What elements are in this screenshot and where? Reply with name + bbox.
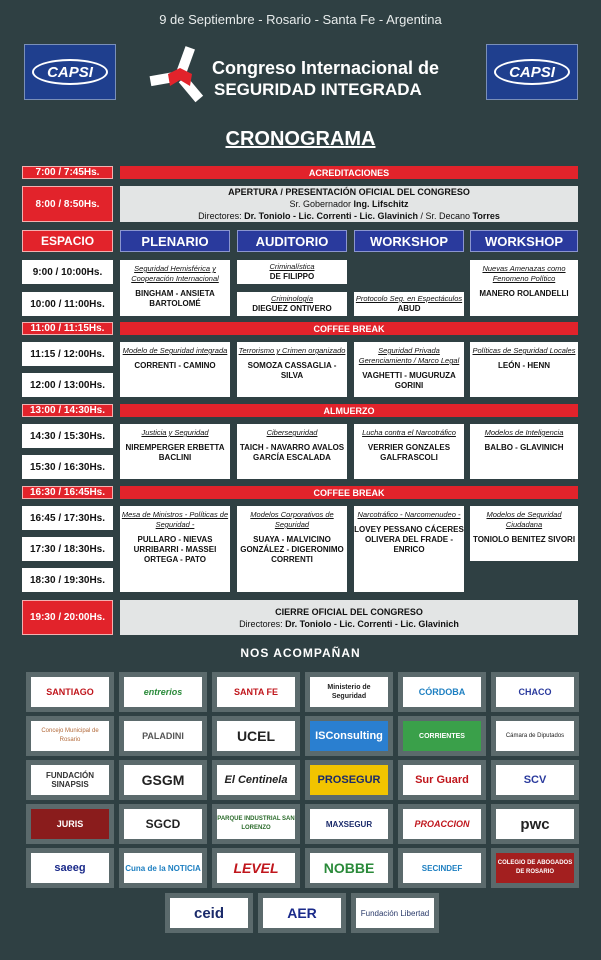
session-auditorio-3 <box>237 424 347 479</box>
session-topic: Terrorismo y Crimen organizado <box>238 346 346 355</box>
acreditaciones-bar: ACREDITACIONES <box>120 166 578 179</box>
session-speakers: LEÓN - HENN <box>498 361 550 370</box>
time-slot: 11:15 / 12:00Hs. <box>22 342 113 366</box>
session-speakers: NIREMPERGER ERBETTA BACLINI <box>125 443 225 462</box>
sponsor-name: ceid <box>170 898 248 928</box>
session-speakers: BINGHAM - ANSIETA BARTOLOMÉ <box>135 289 215 308</box>
sponsor-logo <box>26 848 114 888</box>
directors-prefix: Directores: <box>239 618 286 629</box>
sponsor-logo <box>212 848 300 888</box>
page-title: CRONOGRAMA <box>225 128 376 150</box>
header-auditorio: AUDITORIO <box>237 230 347 252</box>
session-speakers: BALBO - GLAVINICH <box>484 443 564 452</box>
session-workshop2-3 <box>470 424 578 479</box>
sponsor-name: Ministerio de Seguridad <box>310 677 388 707</box>
sponsor-logo <box>212 672 300 712</box>
session-speakers: LOVEY PESSANO CÁCERES OLIVERA DEL FRADE - ENRICO <box>354 525 464 554</box>
time-acreditaciones: 7:00 / 7:45Hs. <box>22 166 113 179</box>
sponsor-name: CHACO <box>496 677 574 707</box>
time-slot: 9:00 / 10:00Hs. <box>22 260 113 284</box>
time-apertura: 8:00 / 8:50Hs. <box>22 186 113 222</box>
cierre-title: CIERRE OFICIAL DEL CONGRESO <box>275 606 423 617</box>
event-date-location: 9 de Septiembre - Rosario - Santa Fe - Argentina <box>159 12 442 27</box>
time-cierre: 19:30 / 20:00Hs. <box>22 600 113 635</box>
session-topic: Criminalística <box>269 262 315 271</box>
session-topic: Mesa de Ministros - Políticas de Seguridad - <box>121 510 229 529</box>
coffee-break-bar: COFFEE BREAK <box>120 486 578 499</box>
session-auditorio-4 <box>237 506 347 592</box>
session-topic: Seguridad Privada Gerenciamiento / Marco Legal <box>358 346 460 365</box>
session-workshop2-2 <box>470 342 578 397</box>
session-topic: Ciberseguridad <box>266 428 318 437</box>
sponsor-logo <box>491 716 579 756</box>
apertura-title: APERTURA / PRESENTACIÓN OFICIAL DEL CONGRESO <box>228 187 470 197</box>
sponsor-logo <box>119 848 207 888</box>
sponsor-name: COLEGIO DE ABOGADOS DE ROSARIO <box>496 853 574 883</box>
sponsor-name: SGCD <box>124 809 202 839</box>
session-auditorio-1b <box>237 292 347 316</box>
session-plenario-3 <box>120 424 230 479</box>
cierre-directors <box>120 618 578 630</box>
sponsor-logo <box>305 760 393 800</box>
session-speakers: VAGHETTI - MUGURUZA GORINI <box>362 371 456 390</box>
session-speakers: SUAYA - MALVICINO GONZÁLEZ - DIGERONIMO CORRENTI <box>240 535 344 564</box>
almuerzo-bar: ALMUERZO <box>120 404 578 417</box>
session-topic: Nuevas Amenazas como Fenomeno Político <box>482 264 566 283</box>
sponsor-name: PROACCION <box>403 809 481 839</box>
header-espacio: ESPACIO <box>22 230 113 252</box>
sponsor-logo <box>398 672 486 712</box>
sponsor-name: GSGM <box>124 765 202 795</box>
sponsor-logo <box>305 716 393 756</box>
sponsor-logo <box>212 804 300 844</box>
sponsor-logo <box>398 804 486 844</box>
session-workshop1-2 <box>354 342 464 397</box>
capsi-logo-right <box>486 44 578 100</box>
sponsor-logo <box>119 804 207 844</box>
sponsor-logo <box>119 716 207 756</box>
sponsor-logo <box>165 893 253 933</box>
session-speakers: SOMOZA CASSAGLIA - SILVA <box>247 361 337 380</box>
sponsor-name: LEVEL <box>217 853 295 883</box>
sponsor-name: Cuna de la NOTICIA <box>124 853 202 883</box>
time-slot: 15:30 / 16:30Hs. <box>22 455 113 479</box>
sponsor-name: UCEL <box>217 721 295 751</box>
session-topic: Lucha contra el Narcotráfico <box>362 428 456 437</box>
session-workshop2-4 <box>470 506 578 561</box>
session-topic: Políticas de Seguridad Locales <box>472 346 576 355</box>
session-topic: Criminología <box>270 294 314 303</box>
header-workshop-2: WORKSHOP <box>470 230 578 252</box>
session-topic: Modelo de Seguridad integrada <box>122 346 228 355</box>
sponsor-logo <box>491 760 579 800</box>
capsi-logo-text: CAPSI <box>494 59 570 85</box>
time-coffee-break-1: 11:00 / 11:15Hs. <box>22 322 113 335</box>
session-speakers: ABUD <box>397 304 421 313</box>
sponsor-name: PROSEGUR <box>310 765 388 795</box>
sponsor-logo <box>398 716 486 756</box>
time-slot: 12:00 / 13:00Hs. <box>22 373 113 397</box>
sponsor-name: PARQUE INDUSTRIAL SAN LORENZO <box>217 809 295 839</box>
sponsor-logo <box>305 672 393 712</box>
sponsor-name: ISConsulting <box>310 721 388 751</box>
sponsor-name: El Centinela <box>217 765 295 795</box>
sponsor-name: CÓRDOBA <box>403 677 481 707</box>
sponsor-logo <box>491 672 579 712</box>
sponsor-logo <box>212 716 300 756</box>
governor-name: Ing. Lifschitz <box>353 199 409 209</box>
congress-logo-icon <box>148 42 212 106</box>
sponsor-logo <box>119 760 207 800</box>
session-auditorio-2 <box>237 342 347 397</box>
sponsor-name: Fundación Libertad <box>356 898 434 928</box>
capsi-logo-text: CAPSI <box>32 59 108 85</box>
session-topic: Justicia y Seguridad <box>141 428 209 437</box>
sponsor-name: SCV <box>496 765 574 795</box>
congress-title-line1: Congreso Internacional de <box>212 58 440 78</box>
sponsor-logo <box>491 848 579 888</box>
session-topic: Seguridad Hemisférica y Cooperación Internacional <box>131 264 219 283</box>
directors-names: Dr. Toniolo - Lic. Correnti - Lic. Glavinich <box>244 211 418 221</box>
session-auditorio-1a <box>237 260 347 284</box>
sponsor-name: FUNDACIÓN SINAPSIS <box>31 765 109 795</box>
session-speakers: VERRIER GONZALES GALFRASCOLI <box>367 443 451 462</box>
session-topic: Protocolo Seg. en Espectáculos <box>355 294 463 303</box>
capsi-logo-left <box>24 44 116 100</box>
sponsor-name: entrerios <box>124 677 202 707</box>
sponsor-name: SANTA FE <box>217 677 295 707</box>
session-topic: Modelos Corporativos de Seguridad <box>250 510 334 529</box>
congress-title-line2: SEGURIDAD INTEGRADA <box>214 80 422 99</box>
sponsor-name: AER <box>263 898 341 928</box>
session-workshop1-1 <box>354 292 464 316</box>
session-workshop2-1 <box>470 260 578 316</box>
sponsor-logo <box>258 893 346 933</box>
sponsor-logo <box>26 760 114 800</box>
dean-name: Torres <box>472 211 500 221</box>
sponsor-logo <box>398 848 486 888</box>
time-slot: 17:30 / 18:30Hs. <box>22 537 113 561</box>
time-coffee-break-2: 16:30 / 16:45Hs. <box>22 486 113 499</box>
sponsor-name: saeeg <box>31 853 109 883</box>
apertura-directors <box>120 210 578 222</box>
sponsor-name: PALADINI <box>124 721 202 751</box>
sponsor-name: Sur Guard <box>403 765 481 795</box>
session-topic: Modelos de Seguridad Ciudadana <box>486 510 562 529</box>
sponsor-name: pwc <box>496 809 574 839</box>
governor-prefix: Sr. Gobernador <box>289 199 354 209</box>
session-speakers: DIEGUEZ ONTIVERO <box>252 304 332 313</box>
session-topic: Narcotráfico - Narcomenudeo - <box>357 510 461 519</box>
time-slot: 14:30 / 15:30Hs. <box>22 424 113 448</box>
sponsor-name: CORRIENTES <box>403 721 481 751</box>
session-plenario-4 <box>120 506 230 592</box>
sponsor-logo <box>491 804 579 844</box>
session-speakers: DE FILIPPO <box>269 272 315 281</box>
sponsors-title: NOS ACOMPAÑAN <box>240 646 361 660</box>
sponsor-name: JURIS <box>31 809 109 839</box>
sponsor-logo <box>398 760 486 800</box>
session-speakers: TAICH - NAVARRO AVALOS GARCÍA ESCALADA <box>239 443 345 462</box>
session-speakers: CORRENTI - CAMINO <box>134 361 216 370</box>
sponsor-name: NOBBE <box>310 853 388 883</box>
time-slot: 16:45 / 17:30Hs. <box>22 506 113 530</box>
time-slot: 18:30 / 19:30Hs. <box>22 568 113 592</box>
sponsor-logo <box>351 893 439 933</box>
sponsor-logo <box>26 672 114 712</box>
dean-prefix: / Sr. Decano <box>418 211 473 221</box>
session-workshop1-4 <box>354 506 464 592</box>
sponsor-logo <box>212 760 300 800</box>
sponsor-name: Cámara de Diputados <box>496 721 574 751</box>
session-plenario-2 <box>120 342 230 397</box>
sponsor-name: SANTIAGO <box>31 677 109 707</box>
directors-names: Dr. Toniolo - Lic. Correnti - Lic. Glavinich <box>285 618 459 629</box>
sponsor-logo <box>119 672 207 712</box>
coffee-break-bar: COFFEE BREAK <box>120 322 578 335</box>
time-almuerzo: 13:00 / 14:30Hs. <box>22 404 113 417</box>
session-plenario-1 <box>120 260 230 316</box>
apertura-governor <box>120 198 578 210</box>
sponsor-name: SECINDEF <box>403 853 481 883</box>
cierre-block <box>120 600 578 635</box>
sponsor-name: Concejo Municipal de Rosario <box>31 721 109 751</box>
sponsor-name: MAXSEGUR <box>310 809 388 839</box>
session-speakers: MANERO ROLANDELLI <box>479 289 569 298</box>
header-workshop-1: WORKSHOP <box>354 230 464 252</box>
session-speakers: PULLARO - NIEVAS URRIBARRI - MASSEI ORTEGA - PATO <box>133 535 217 564</box>
apertura-block <box>120 186 578 222</box>
sponsor-logo <box>305 848 393 888</box>
time-slot: 10:00 / 11:00Hs. <box>22 292 113 316</box>
directors-prefix: Directores: <box>198 211 245 221</box>
session-speakers: TONIOLO BENITEZ SIVORI <box>472 535 576 544</box>
sponsor-logo <box>305 804 393 844</box>
sponsor-logo <box>26 716 114 756</box>
session-workshop1-3 <box>354 424 464 479</box>
session-topic: Modelos de Inteligencia <box>484 428 564 437</box>
sponsor-logo <box>26 804 114 844</box>
header-plenario: PLENARIO <box>120 230 230 252</box>
